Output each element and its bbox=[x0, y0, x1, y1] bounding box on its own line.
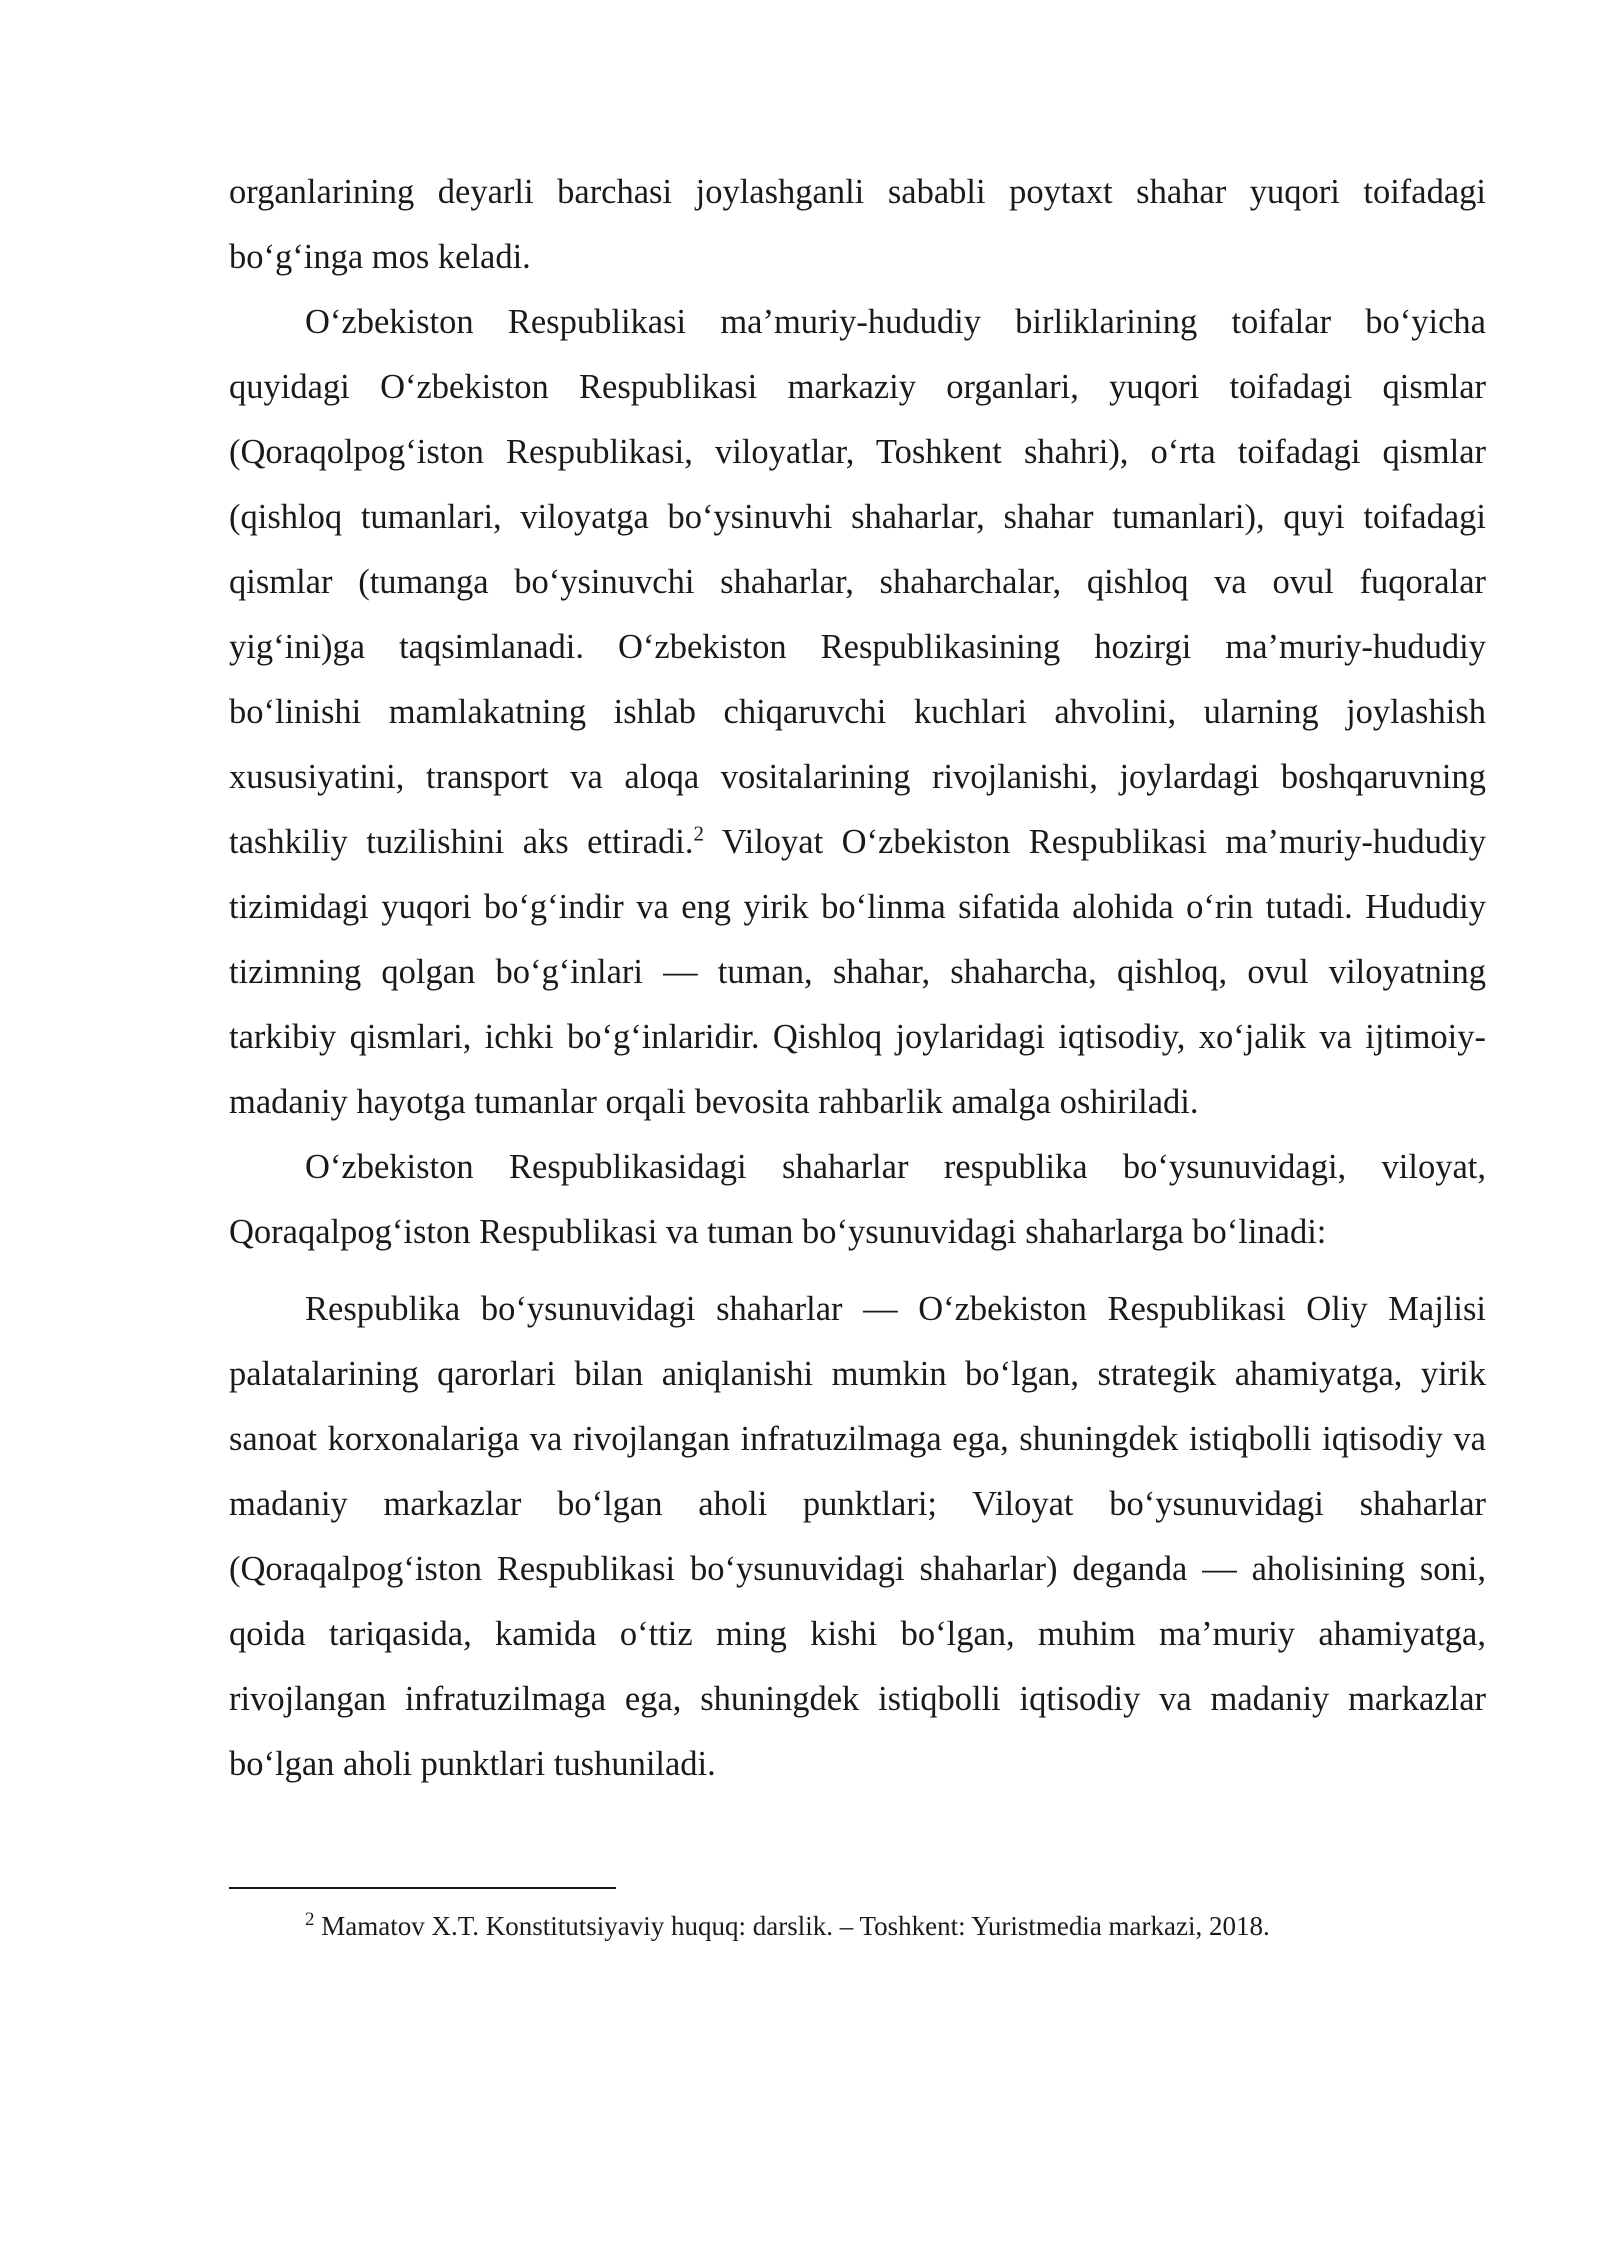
paragraph-administrative-division bbox=[229, 290, 1486, 1135]
paragraph-text: O‘zbekiston Respublikasi ma’muriy-hududiy birliklarining toifalar bo‘yicha quyidagi O‘zbekiston Respublikasi markaziy organlari, yuqori toifadagi qismlar (Qoraqolpog‘iston Respublikasi, viloyatlar, Toshkent shahri), o‘rta toifadagi qismlar (qishloq tumanlari, viloyatga bo‘ysinuvhi shaharlar, shahar tumanlari), quyi toifadagi qismlar (tumanga bo‘ysinuvchi shaharlar, shaharchalar, qishloq va ovul fuqoralar yig‘ini)ga taqsimlanadi. O‘zbekiston Respublikasining hozirgi ma’muriy-hududiy bo‘linishi mamlakatning ishlab chiqaruvchi kuchlari ahvolini, ularning joylashish xususiyatini, transport va aloqa vositalarining rivojlanishi, joylardagi boshqaruvning tashkiliy tuzilishini aks ettiradi. bbox=[229, 303, 1486, 861]
footnote-reference[interactable]: 2 bbox=[693, 821, 704, 846]
footnote-text: Mamatov X.T. Konstitutsiyaviy huquq: darslik. – Toshkent: Yuristmedia markazi, 2018. bbox=[314, 1911, 1270, 1941]
footnote-separator bbox=[229, 1887, 616, 1889]
paragraph-cities-classification: O‘zbekiston Respublikasidagi shaharlar respublika bo‘ysunuvidagi, viloyat, Qoraqalpog‘iston Respublikasi va tuman bo‘ysunuvidagi shaharlarga bo‘linadi: bbox=[229, 1148, 1486, 1251]
page-body bbox=[229, 160, 1486, 1797]
paragraph-continuation: organlarining deyarli barchasi joylashganli sababli poytaxt shahar yuqori toifadagi bo‘g‘inga mos keladi. bbox=[229, 173, 1486, 276]
paragraph-text: Viloyat O‘zbekiston Respublikasi ma’muriy-hududiy tizimidagi yuqori bo‘g‘indir va eng yirik bo‘linma sifatida alohida o‘rin tutadi. Hududiy tizimning qolgan bo‘g‘inlari — tuman, shahar, shaharcha, qishloq, ovul viloyatning tarkibiy qismlari, ichki bo‘g‘inlaridir. Qishloq joylaridagi iqtisodiy, xo‘jalik va ijtimoiy-madaniy hayotga tumanlar orqali bevosita rahbarlik amalga oshiriladi. bbox=[229, 823, 1486, 1121]
footnote-mark: 2 bbox=[305, 1909, 315, 1930]
paragraph-republic-cities: Respublika bo‘ysunuvidagi shaharlar — O‘zbekiston Respublikasi Oliy Majlisi palatalarining qarorlari bilan aniqlanishi mumkin bo‘lgan, strategik ahamiyatga, yirik sanoat korxonalariga va rivojlangan infratuzilmaga ega, shuningdek istiqbolli iqtisodiy va madaniy markazlar bo‘lgan aholi punktlari; Viloyat bo‘ysunuvidagi shaharlar (Qoraqalpog‘iston Respublikasi bo‘ysunuvidagi shaharlar) deganda — aholisining soni, qoida tariqasida, kamida o‘ttiz ming kishi bo‘lgan, muhim ma’muriy ahamiyatga, rivojlangan infratuzilmaga ega, shuningdek istiqbolli iqtisodiy va madaniy markazlar bo‘lgan aholi punktlari tushuniladi. bbox=[229, 1290, 1486, 1783]
footnote bbox=[229, 1906, 1486, 1946]
